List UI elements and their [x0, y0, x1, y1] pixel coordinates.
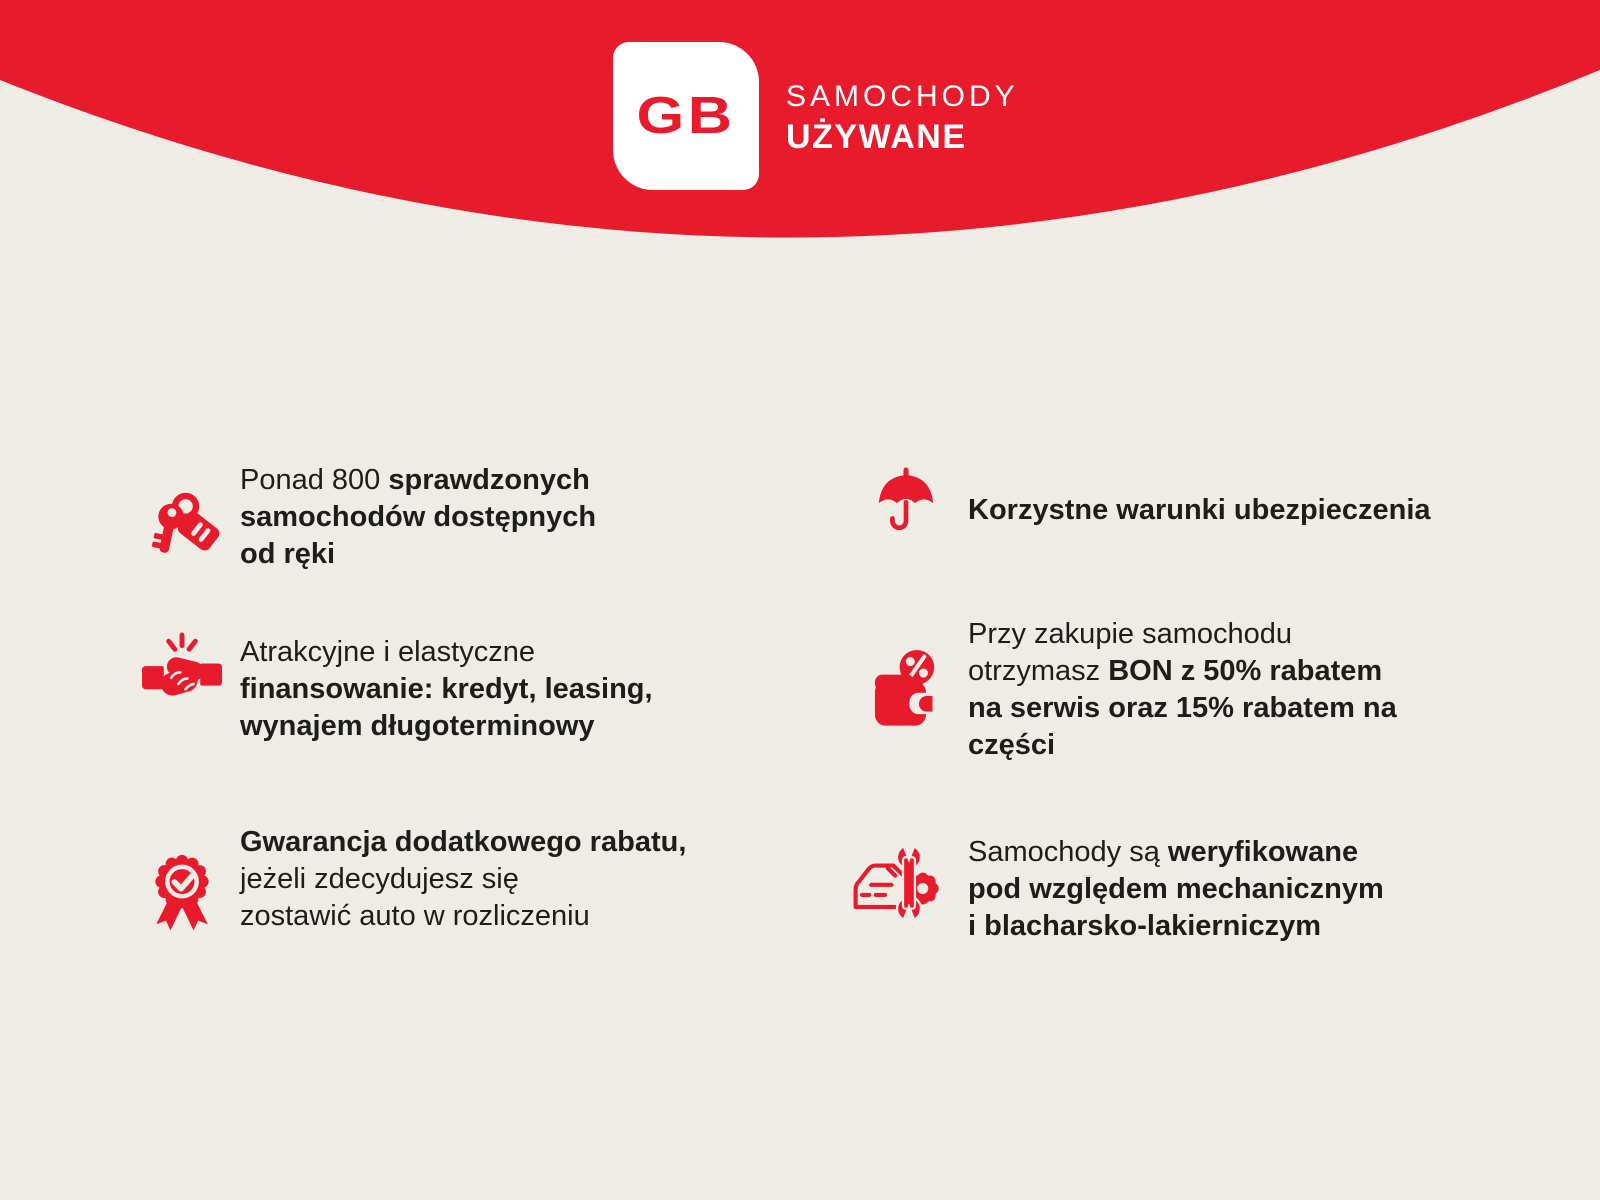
- feature-text-bold: sprawdzonych: [388, 464, 590, 496]
- feature-text-regular: Samochody są: [968, 836, 1168, 868]
- feature-text-bold: Korzystne warunki ubezpieczenia: [968, 494, 1431, 526]
- feature-text-regular: Ponad 800: [240, 464, 389, 496]
- feature-line: [240, 708, 653, 745]
- feature-text: [240, 824, 686, 935]
- feature-text-regular: Przy zakupie samochodu: [968, 618, 1292, 650]
- feature-line: [968, 492, 1431, 529]
- feature-text-regular: jeżeli zdecydujesz się: [240, 863, 519, 895]
- feature-line: [968, 727, 1397, 764]
- feature-text: [240, 462, 596, 573]
- feature-text-bold: finansowanie: kredyt, leasing,: [240, 673, 653, 705]
- brand-line2: UŻYWANE: [786, 118, 967, 156]
- car-service-icon: [851, 840, 943, 926]
- feature-text: [968, 492, 1431, 529]
- key-tag-icon: [148, 488, 220, 560]
- feature-text-bold: na serwis oraz 15% rabatem na: [968, 692, 1397, 724]
- header-red-band: [0, 0, 1600, 400]
- guarantee-badge-icon: [142, 846, 222, 942]
- feature-line: [240, 824, 686, 861]
- feature-text-bold: BON z 50% rabatem: [1108, 655, 1383, 687]
- feature-line: [240, 671, 653, 708]
- feature-text-bold: od ręki: [240, 538, 336, 570]
- feature-line: [240, 462, 596, 499]
- feature-text-bold: wynajem długoterminowy: [240, 710, 595, 742]
- feature-text: [240, 634, 653, 745]
- feature-line: [968, 616, 1397, 653]
- feature-line: [968, 908, 1384, 945]
- umbrella-icon: [872, 460, 940, 548]
- feature-line: [240, 536, 596, 573]
- gb-logo: [613, 42, 759, 190]
- brand-line1: SAMOCHODY: [786, 80, 1019, 113]
- feature-text: [968, 616, 1397, 764]
- feature-text-bold: części: [968, 729, 1056, 761]
- feature-line: [240, 634, 653, 671]
- wallet-percent-icon: [870, 636, 944, 738]
- feature-line: [968, 834, 1384, 871]
- feature-text: [968, 834, 1384, 945]
- feature-line: [968, 871, 1384, 908]
- feature-text-bold: samochodów dostępnych: [240, 501, 597, 533]
- feature-text-regular: Atrakcyjne i elastyczne: [240, 636, 535, 668]
- handshake-icon: [142, 624, 222, 710]
- feature-text-bold: weryfikowane: [1167, 836, 1359, 868]
- brand-wordmark: [786, 80, 1019, 157]
- feature-text-bold: pod względem mechanicznym: [968, 873, 1384, 905]
- feature-text-regular: zostawić auto w rozliczeniu: [240, 900, 590, 932]
- feature-line: [240, 499, 596, 536]
- gb-logo-monogram: GB: [636, 87, 736, 145]
- feature-line: [968, 653, 1397, 690]
- feature-text-bold: i blacharsko-lakierniczym: [968, 910, 1321, 942]
- feature-text-regular: otrzymasz: [968, 655, 1109, 687]
- feature-text-bold: Gwarancja dodatkowego rabatu,: [240, 826, 687, 858]
- feature-line: [240, 861, 686, 898]
- feature-line: [240, 898, 686, 935]
- feature-line: [968, 690, 1397, 727]
